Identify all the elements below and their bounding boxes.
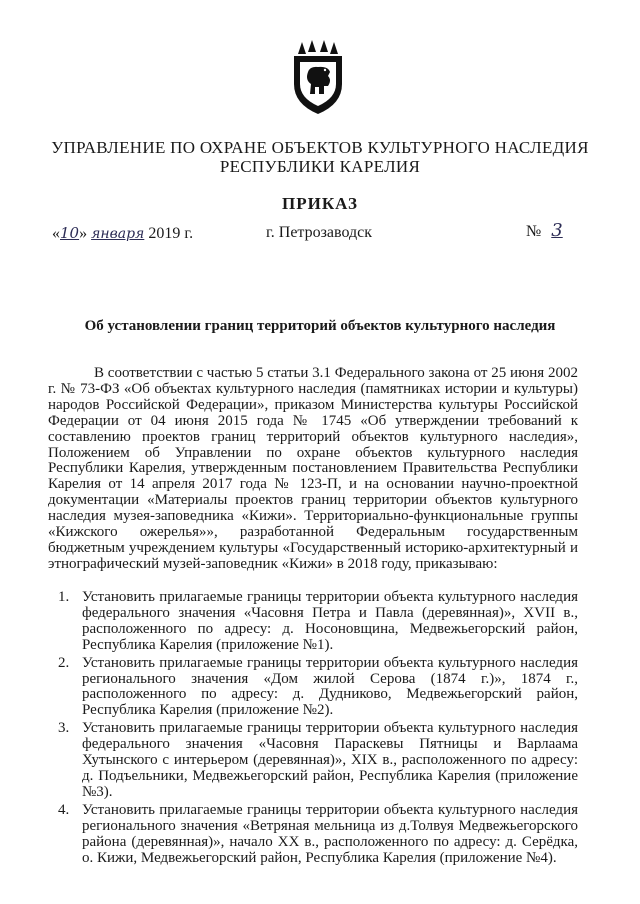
date-year: 2019 г. bbox=[148, 225, 194, 242]
number-value: 3 bbox=[551, 220, 563, 241]
item-text: Установить прилагаемые границы территории объекта культурного наследия федерального значения «Часовня Параскевы Пятницы и Варлаама Хутынского с интерьером (деревянная)», XIX в., расположенного по адресу: д. Подъельники, Медвежьегорский район, Республика Карелия (приложение №3). bbox=[82, 720, 578, 800]
item-text: Установить прилагаемые границы территории объекта культурного наследия регионального значения «Дом жилой Серова (1874 г.)», 1874 г., расположенного по адресу: д. Дудниково, Медвежьегорский район, Республика Карелия (приложение №2). bbox=[82, 654, 578, 719]
order-number bbox=[526, 220, 569, 241]
bear-shield-icon bbox=[288, 40, 348, 116]
list-item bbox=[48, 656, 578, 720]
preamble-text: В соответствии с частью 5 статьи 3.1 Федерального закона от 25 июня 2002 г. № 73-ФЗ «Об объектах культурного наследия (памятниках истории и культуры) народов Российской Федерации», приказом Министерства культуры Российской Федерации от 04 июня 2015 года № 1745 «Об утверждении требований к составлению проектов границ территорий объектов культурного наследия», Положением об Управлении по охране объектов культурного наследия Республики Карелия, утвержденным постановлением Правительства Республики Карелия от 14 апреля 2017 года № 123-П, и на основании научно-проектной документации «Материалы проектов границ территории объектов культурного наследия музея-заповедника «Кижи». Территориально-функциональные группы «Кижского ожерелья»», разработанной Федеральным государственным бюджетным учреждением культуры «Государственный историко-архитектурный и этнографический музей-заповедник «Кижи» в 2018 году, приказываю: bbox=[48, 365, 578, 572]
order-items-list bbox=[48, 590, 578, 868]
item-text: Установить прилагаемые границы территории объекта культурного наследия регионального значения «Ветряная мельница из д.Толвуя Медвежьегорского района (деревянная)», начало XX в., расположенного по адресу: д. Серёдка, о. Кижи, Медвежьегорский район, Республика Карелия (приложение №4). bbox=[82, 801, 578, 866]
order-city: г. Петрозаводск bbox=[266, 224, 373, 241]
date-month: января bbox=[91, 226, 145, 242]
item-text: Установить прилагаемые границы территории объекта культурного наследия федерального значения «Часовня Петра и Павла (деревянная)», XVII в., расположенного по адресу: д. Носоновщина, Медвежьегорский район, Республика Карелия (приложение №1). bbox=[82, 589, 578, 653]
list-item bbox=[48, 590, 578, 654]
document-type-title: ПРИКАЗ bbox=[282, 194, 358, 213]
item-number: 4. bbox=[58, 801, 70, 818]
date-quote-close: » bbox=[79, 225, 88, 242]
list-item bbox=[48, 803, 578, 867]
number-label: № bbox=[526, 223, 542, 240]
order-subject: Об установлении границ территорий объектов культурного наследия bbox=[84, 318, 556, 334]
item-number: 1. bbox=[58, 589, 70, 605]
coat-of-arms-emblem bbox=[288, 40, 348, 116]
agency-name-line1: УПРАВЛЕНИЕ ПО ОХРАНЕ ОБЪЕКТОВ КУЛЬТУРНОГО НАСЛЕДИЯ bbox=[51, 138, 589, 157]
preamble bbox=[48, 366, 578, 573]
date-day: 10 bbox=[60, 224, 80, 242]
date-quote-open: « bbox=[52, 225, 60, 242]
agency-name-line2: РЕСПУБЛИКИ КАРЕЛИЯ bbox=[219, 157, 421, 176]
item-number: 3. bbox=[58, 720, 70, 737]
item-number: 2. bbox=[58, 654, 70, 671]
list-item bbox=[48, 721, 578, 801]
order-date bbox=[52, 224, 193, 243]
